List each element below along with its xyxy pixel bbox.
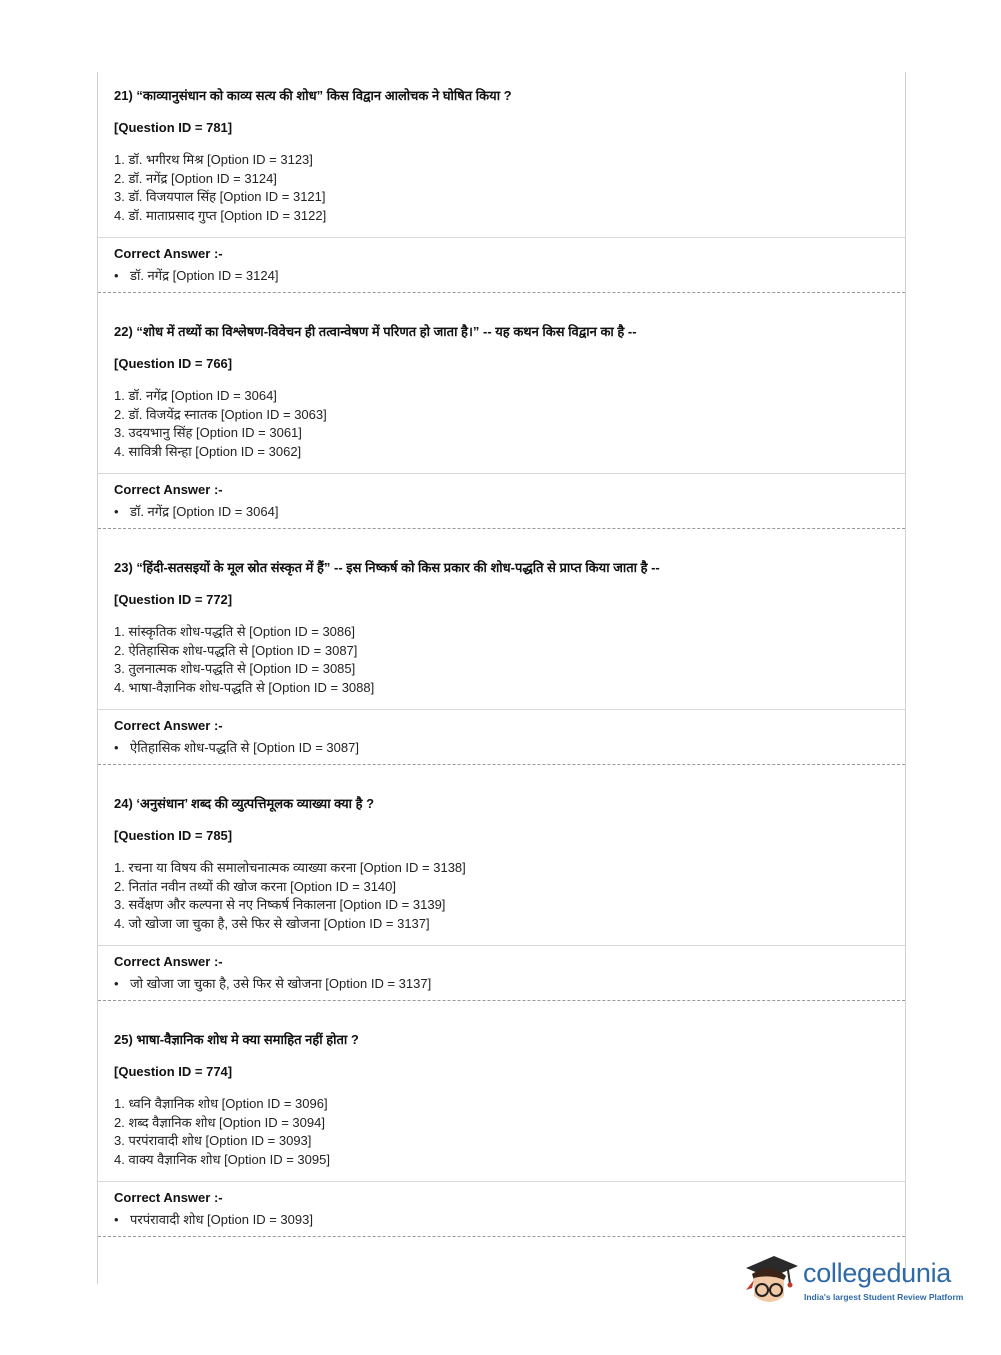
logo-tagline: India's largest Student Review Platform [804,1292,964,1302]
option-item: 1. ध्वनि वैज्ञानिक शोध [Option ID = 3096] [114,1096,328,1111]
question-text: 21) “काव्यानुसंधान को काव्य सत्य की शोध” किस विद्वान आलोचक ने घोषित किया ? [114,88,512,103]
correct-answer [114,974,431,992]
option-item: 1. सांस्कृतिक शोध-पद्धति से [Option ID = 3086] [114,624,355,639]
divider [98,237,905,238]
option-item: 4. जो खोजा जा चुका है, उसे फिर से खोजना [Option ID = 3137] [114,915,430,931]
bullet-icon: • [114,504,119,519]
dashed-separator [98,1000,905,1001]
question-id: [Question ID = 781] [114,120,233,135]
question-id: [Question ID = 772] [114,592,233,607]
correct-answer-value: डॉ. नगेंद्र [Option ID = 3124] [130,268,279,283]
dashed-separator [98,1236,905,1237]
divider [98,473,905,474]
correct-answer [114,266,278,284]
dashed-separator [98,528,905,529]
correct-answer [114,1210,313,1228]
correct-answer-heading: Correct Answer :- [114,1190,223,1205]
option-item: 3. उदयभानु सिंह [Option ID = 3061] [114,425,302,440]
option-item: 3. सर्वेक्षण और कल्पना से नए निष्कर्ष निकालना [Option ID = 3139] [114,897,446,912]
question-id: [Question ID = 785] [114,828,233,843]
question-block [98,780,905,1016]
bullet-icon: • [114,976,119,991]
option-item: 2. ऐतिहासिक शोध-पद्धति से [Option ID = 3087] [114,642,358,658]
question-text: 22) “शोध में तथ्यों का विश्लेषण-विवेचन ही तत्वान्वेषण में परिणत हो जाता है।” -- यह कथन किस विद्वान का है -- [114,324,637,339]
option-item: 3. परपंरावादी शोध [Option ID = 3093] [114,1133,312,1148]
divider [98,709,905,710]
question-block [98,308,905,544]
logo-wordmark: collegedunia [803,1258,952,1288]
divider [98,1181,905,1182]
dashed-separator [98,292,905,293]
option-item: 4. डॉ. माताप्रसाद गुप्त [Option ID = 3122] [114,207,327,223]
dashed-separator [98,764,905,765]
question-sheet [97,72,906,1284]
option-item: 4. वाक्य वैज्ञानिक शोध [Option ID = 3095] [114,1151,330,1167]
question-text: 24) ‘अनुसंधान’ शब्द की व्युत्पत्तिमूलक व्याख्या क्या है ? [114,796,375,811]
option-item: 4. भाषा-वैज्ञानिक शोध-पद्धति से [Option ID = 3088] [114,679,375,695]
collegedunia-logo [740,1250,970,1312]
question-text: 23) “हिंदी-सतसइयों के मूल स्रोत संस्कृत में हैं” -- इस निष्कर्ष को किस प्रकार की शोध-पद्धति से प्राप्त किया जाता है -- [114,560,660,575]
correct-answer-value: डॉ. नगेंद्र [Option ID = 3064] [130,504,279,519]
option-item: 2. डॉ. नगेंद्र [Option ID = 3124] [114,170,277,186]
correct-answer [114,502,278,520]
options-list [114,151,326,225]
correct-answer-heading: Correct Answer :- [114,954,223,969]
correct-answer [114,738,359,756]
options-list [114,1095,330,1169]
graduate-mascot-icon [740,1250,802,1312]
bullet-icon: • [114,1212,119,1227]
correct-answer-value: परपंरावादी शोध [Option ID = 3093] [130,1212,313,1227]
option-item: 2. शब्द वैज्ञानिक शोध [Option ID = 3094] [114,1114,325,1130]
correct-answer-heading: Correct Answer :- [114,482,223,497]
divider [98,945,905,946]
option-item: 1. डॉ. भगीरथ मिश्र [Option ID = 3123] [114,152,313,167]
correct-answer-heading: Correct Answer :- [114,718,223,733]
option-item: 3. डॉ. विजयपाल सिंह [Option ID = 3121] [114,189,326,204]
options-list [114,623,374,697]
bullet-icon: • [114,268,119,283]
option-item: 2. नितांत नवीन तथ्यों की खोज करना [Option ID = 3140] [114,878,397,894]
correct-answer-value: जो खोजा जा चुका है, उसे फिर से खोजना [Option ID = 3137] [130,976,432,991]
question-block [98,1016,905,1252]
option-item: 2. डॉ. विजयेंद्र स्नातक [Option ID = 3063] [114,406,327,422]
option-item: 3. तुलनात्मक शोध-पद्धति से [Option ID = 3085] [114,661,356,676]
correct-answer-heading: Correct Answer :- [114,246,223,261]
option-item: 4. सावित्री सिन्हा [Option ID = 3062] [114,443,302,459]
correct-answer-value: ऐतिहासिक शोध-पद्धति से [Option ID = 3087] [130,740,359,755]
question-block [98,72,905,308]
bullet-icon: • [114,740,119,755]
question-block [98,544,905,780]
options-list [114,387,327,461]
option-item: 1. डॉ. नगेंद्र [Option ID = 3064] [114,388,277,403]
question-id: [Question ID = 774] [114,1064,233,1079]
questions-list [98,72,905,1252]
question-text: 25) भाषा-वैज्ञानिक शोध मे क्या समाहित नहीं होता ? [114,1032,359,1047]
option-item: 1. रचना या विषय की समालोचनात्मक व्याख्या करना [Option ID = 3138] [114,860,466,875]
question-id: [Question ID = 766] [114,356,233,371]
options-list [114,859,466,933]
